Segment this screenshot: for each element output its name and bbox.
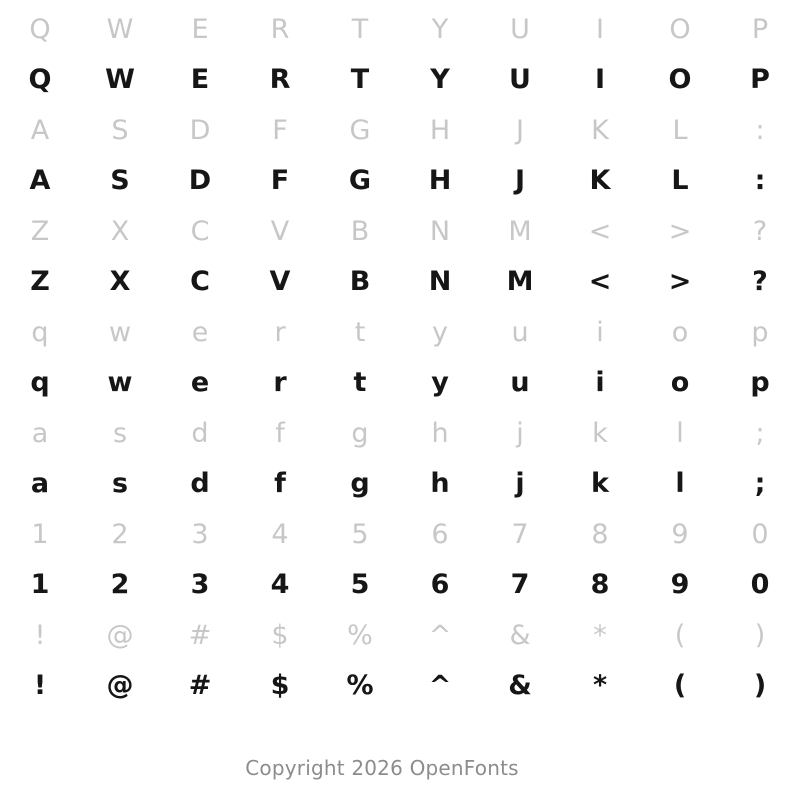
- glyph-cell: M: [506, 266, 534, 297]
- glyph-cell: 8: [590, 569, 610, 600]
- glyph-cell: y: [431, 367, 449, 398]
- glyph-row: [0, 4, 800, 54]
- glyph-cell: s: [112, 417, 128, 449]
- glyph-cell: d: [190, 468, 210, 499]
- glyph-cell: e: [191, 316, 209, 348]
- glyph-cell: X: [109, 266, 131, 297]
- glyph-cell: >: [668, 266, 692, 297]
- glyph-cell: <: [588, 266, 612, 297]
- glyph-cell: 0: [750, 569, 770, 600]
- glyph-cell: #: [188, 619, 212, 651]
- glyph-cell: K: [591, 114, 609, 146]
- glyph-cell: J: [514, 165, 526, 196]
- glyph-cell: A: [29, 165, 51, 196]
- glyph-cell: 5: [351, 518, 369, 550]
- glyph-cell: 6: [431, 518, 449, 550]
- copyright-notice: Copyright 2026 OpenFonts: [245, 756, 519, 780]
- glyph-cell: >: [668, 215, 692, 247]
- glyph-cell: ?: [752, 266, 768, 297]
- glyph-cell: q: [30, 367, 50, 398]
- glyph-cell: p: [750, 367, 770, 398]
- glyph-cell: E: [190, 64, 210, 95]
- glyph-cell: *: [593, 619, 607, 651]
- glyph-cell: &: [508, 670, 532, 701]
- glyph-cell: C: [190, 266, 210, 297]
- glyph-cell: 8: [591, 518, 609, 550]
- glyph-cell: Q: [28, 64, 52, 95]
- glyph-cell: <: [588, 215, 612, 247]
- glyph-cell: P: [751, 13, 769, 45]
- glyph-cell: @: [106, 670, 134, 701]
- glyph-row: [0, 256, 800, 307]
- glyph-row: [0, 559, 800, 610]
- glyph-cell: T: [351, 13, 369, 45]
- glyph-cell: r: [274, 316, 286, 348]
- glyph-row: [0, 307, 800, 357]
- glyph-cell: 7: [511, 518, 529, 550]
- glyph-row: [0, 105, 800, 155]
- glyph-cell: y: [432, 316, 448, 348]
- glyph-cell: R: [270, 13, 290, 45]
- glyph-cell: W: [106, 13, 134, 45]
- glyph-cell: ): [753, 670, 767, 701]
- glyph-cell: B: [349, 266, 371, 297]
- glyph-cell: l: [675, 468, 685, 499]
- glyph-cell: #: [188, 670, 212, 701]
- glyph-cell: o: [670, 367, 690, 398]
- glyph-cell: 1: [30, 569, 50, 600]
- glyph-cell: k: [592, 417, 608, 449]
- glyph-cell: X: [110, 215, 130, 247]
- glyph-cell: a: [31, 417, 49, 449]
- glyph-cell: F: [270, 165, 290, 196]
- glyph-cell: N: [428, 266, 452, 297]
- glyph-cell: U: [510, 13, 530, 45]
- glyph-cell: @: [106, 619, 134, 651]
- glyph-cell: Y: [430, 64, 450, 95]
- glyph-cell: 3: [191, 518, 209, 550]
- glyph-cell: e: [190, 367, 210, 398]
- glyph-cell: f: [274, 468, 286, 499]
- glyph-cell: R: [269, 64, 291, 95]
- glyph-cell: w: [108, 316, 132, 348]
- glyph-cell: k: [591, 468, 609, 499]
- glyph-cell: o: [671, 316, 689, 348]
- glyph-cell: (: [673, 670, 687, 701]
- glyph-row: [0, 660, 800, 711]
- glyph-cell: B: [350, 215, 370, 247]
- glyph-cell: 9: [671, 518, 689, 550]
- glyph-cell: U: [509, 64, 531, 95]
- glyph-cell: Z: [30, 215, 50, 247]
- glyph-cell: 9: [670, 569, 690, 600]
- glyph-cell: j: [515, 468, 525, 499]
- glyph-cell: L: [671, 165, 689, 196]
- glyph-cell: w: [107, 367, 133, 398]
- glyph-cell: u: [510, 367, 530, 398]
- glyph-cell: $: [270, 670, 290, 701]
- glyph-cell: S: [110, 165, 130, 196]
- glyph-cell: 5: [350, 569, 370, 600]
- glyph-cell: j: [516, 417, 524, 449]
- glyph-cell: %: [346, 670, 374, 701]
- glyph-cell: 1: [31, 518, 49, 550]
- glyph-cell: h: [431, 417, 449, 449]
- glyph-cell: ^: [428, 619, 452, 651]
- glyph-cell: a: [30, 468, 50, 499]
- glyph-cell: N: [429, 215, 451, 247]
- glyph-cell: :: [754, 165, 766, 196]
- glyph-cell: 2: [110, 569, 130, 600]
- glyph-cell: !: [33, 670, 47, 701]
- glyph-cell: g: [351, 417, 369, 449]
- glyph-cell: %: [347, 619, 373, 651]
- glyph-cell: H: [428, 165, 452, 196]
- glyph-cell: T: [350, 64, 370, 95]
- glyph-cell: !: [34, 619, 46, 651]
- glyph-cell: g: [350, 468, 370, 499]
- glyph-cell: I: [596, 13, 604, 45]
- glyph-cell: ): [754, 619, 766, 651]
- glyph-cell: *: [592, 670, 608, 701]
- glyph-cell: 2: [111, 518, 129, 550]
- glyph-cell: u: [511, 316, 529, 348]
- glyph-row: [0, 458, 800, 509]
- glyph-cell: S: [111, 114, 129, 146]
- glyph-cell: Y: [431, 13, 449, 45]
- glyph-cell: M: [508, 215, 532, 247]
- glyph-cell: d: [191, 417, 209, 449]
- glyph-cell: &: [509, 619, 531, 651]
- glyph-row: [0, 54, 800, 105]
- glyph-cell: Q: [29, 13, 51, 45]
- glyph-cell: D: [189, 114, 211, 146]
- glyph-cell: K: [589, 165, 611, 196]
- glyph-cell: i: [595, 367, 605, 398]
- glyph-cell: ^: [428, 670, 452, 701]
- glyph-cell: D: [188, 165, 212, 196]
- glyph-cell: J: [516, 114, 524, 146]
- glyph-cell: p: [751, 316, 769, 348]
- glyph-cell: $: [271, 619, 289, 651]
- glyph-cell: ;: [755, 417, 765, 449]
- glyph-cell: G: [349, 114, 371, 146]
- glyph-cell: 4: [270, 569, 290, 600]
- glyph-cell: O: [668, 64, 692, 95]
- glyph-cell: 0: [751, 518, 769, 550]
- glyph-cell: f: [275, 417, 285, 449]
- glyph-cell: 4: [271, 518, 289, 550]
- glyph-cell: V: [270, 215, 290, 247]
- glyph-cell: F: [272, 114, 288, 146]
- glyph-cell: Z: [30, 266, 50, 297]
- glyph-cell: i: [596, 316, 604, 348]
- glyph-row: [0, 610, 800, 660]
- glyph-cell: G: [348, 165, 372, 196]
- glyph-cell: h: [430, 468, 450, 499]
- glyph-cell: t: [353, 367, 367, 398]
- glyph-cell: W: [105, 64, 135, 95]
- glyph-cell: ;: [754, 468, 766, 499]
- glyph-cell: P: [750, 64, 770, 95]
- glyph-row: [0, 408, 800, 458]
- glyph-row: [0, 357, 800, 408]
- glyph-row: [0, 206, 800, 256]
- glyph-cell: (: [674, 619, 686, 651]
- glyph-cell: H: [429, 114, 451, 146]
- glyph-cell: O: [669, 13, 691, 45]
- glyph-cell: 6: [430, 569, 450, 600]
- glyph-cell: q: [31, 316, 49, 348]
- glyph-cell: s: [111, 468, 129, 499]
- glyph-cell: ?: [752, 215, 768, 247]
- glyph-row: [0, 155, 800, 206]
- glyph-cell: l: [676, 417, 684, 449]
- glyph-cell: L: [672, 114, 688, 146]
- glyph-cell: C: [190, 215, 210, 247]
- glyph-cell: 3: [190, 569, 210, 600]
- glyph-cell: r: [273, 367, 287, 398]
- glyph-cell: 7: [510, 569, 530, 600]
- glyph-cell: A: [30, 114, 50, 146]
- glyph-cell: E: [191, 13, 209, 45]
- glyph-row: [0, 509, 800, 559]
- glyph-cell: :: [755, 114, 765, 146]
- glyph-cell: t: [354, 316, 366, 348]
- glyph-cell: V: [269, 266, 291, 297]
- glyph-cell: I: [594, 64, 606, 95]
